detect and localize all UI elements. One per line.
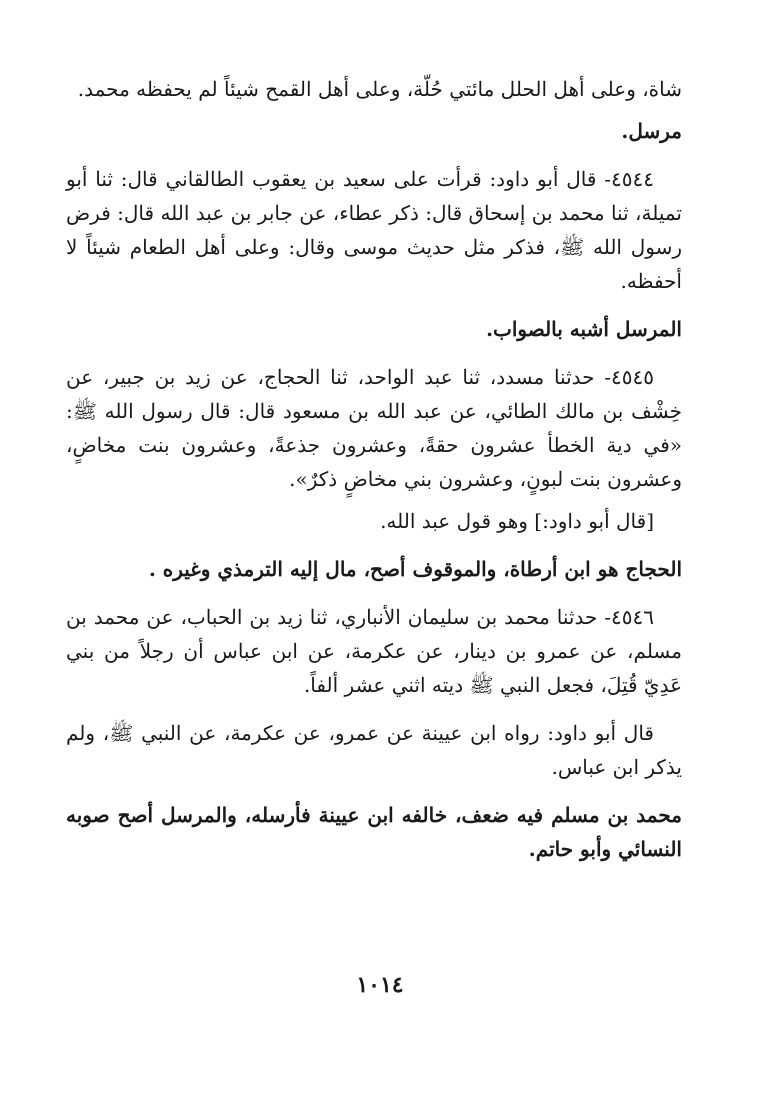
grading-note-4: محمد بن مسلم فيه ضعف، خالفه ابن عيينة فأرسله، والمرسل أصح صوبه النسائي وأبو حاتم. [66, 803, 682, 861]
hadith-4546: ٤٥٤٦- حدثنا محمد بن سليمان الأنباري، ثنا زيد بن الحباب، عن محمد بن مسلم، عن عمرو بن دينار، عن عكرمة، عن ابن عباس أن رجلاً من بني عَدِيّ قُتِلَ، فجعل النبي ﷺ ديته اثني عشر ألفاً. [66, 605, 682, 697]
grading-note-1: مرسل. [621, 119, 682, 143]
intro-text: شاة، وعلى أهل الحلل مائتي حُلّة، وعلى أهل القمح شيئاً لم يحفظه محمد. [77, 77, 682, 101]
hadith-4545: ٤٥٤٥- حدثنا مسدد، ثنا عبد الواحد، ثنا الحجاج، عن زيد بن جبير، عن خِشْف بن مالك الطائي، عن عبد الله بن مسعود قال: قال رسول الله ﷺ: «في دية الخطأ عشرون حقةً، وعشرون جذعةً، وعشرون بنت مخاضٍ، وعشرون بنت لبونٍ، وعشرون بني مخاضٍ ذكرٌ». [66, 365, 682, 491]
page-body [66, 72, 682, 866]
hadith-4544: ٤٥٤٤- قال أبو داود: قرأت على سعيد بن يعقوب الطالقاني قال: ثنا أبو تميلة، ثنا محمد بن إسحاق قال: ذكر عطاء، عن جابر بن عبد الله قال: فرض رسول الله ﷺ، فذكر مثل حديث موسى وقال: وعلى أهل الطعام شيئاً لا أحفظه. [66, 167, 682, 293]
grading-note-2: المرسل أشبه بالصواب. [486, 317, 682, 341]
page-number: ١٠١٤ [356, 972, 404, 998]
abu-dawud-comment-4546: قال أبو داود: رواه ابن عيينة عن عمرو، عن عكرمة، عن النبي ﷺ، ولم يذكر ابن عباس. [66, 721, 682, 779]
abu-dawud-comment-4545: [قال أبو داود:] وهو قول عبد الله. [380, 509, 654, 533]
grading-note-3: الحجاج هو ابن أرطاة، والموقوف أصح، مال إليه الترمذي وغيره . [148, 557, 682, 581]
